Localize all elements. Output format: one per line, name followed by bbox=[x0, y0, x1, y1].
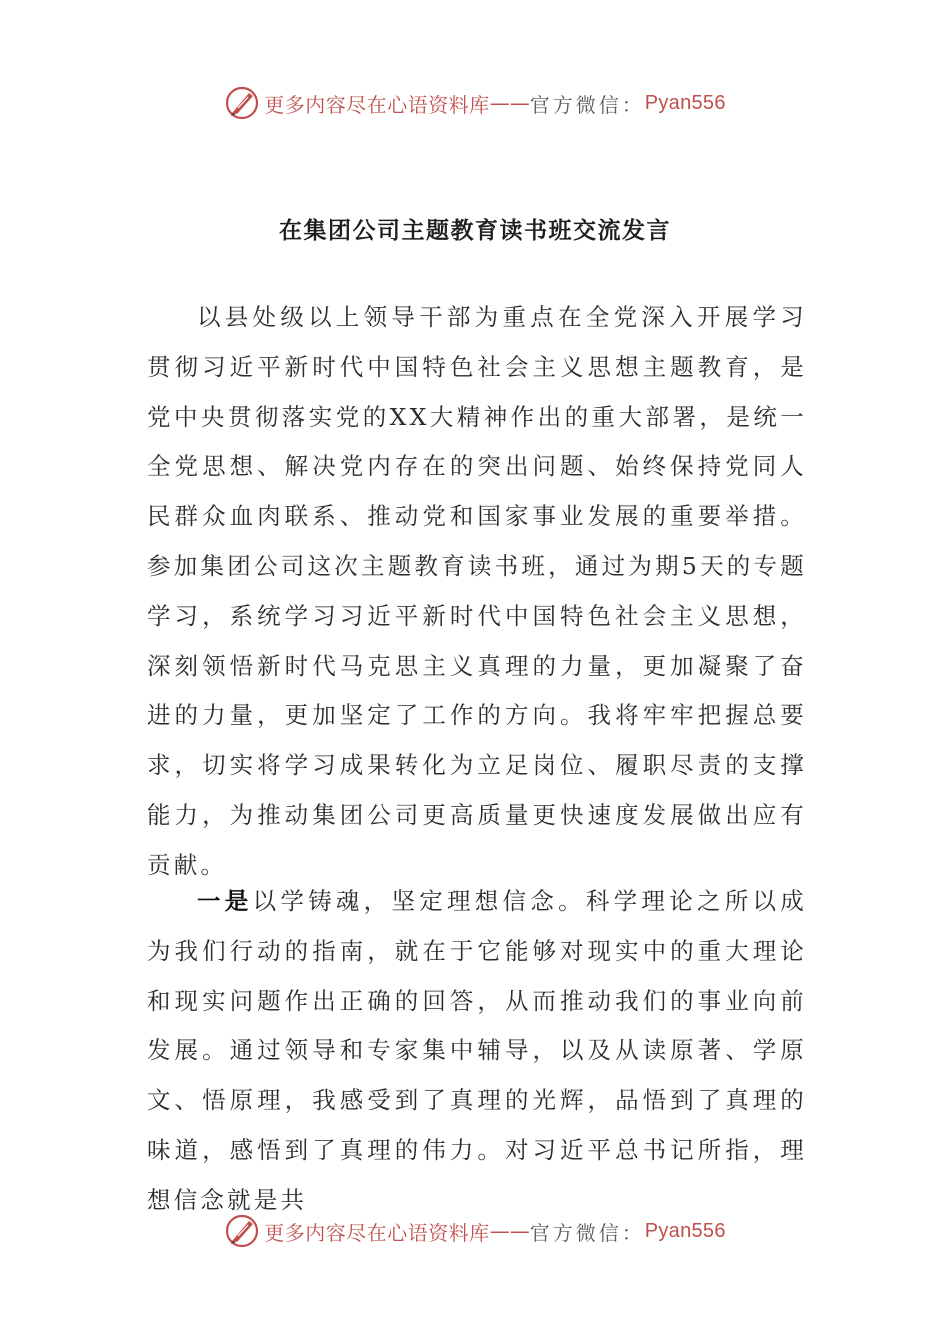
header-banner bbox=[0, 83, 950, 123]
banner-wechat-id: Pyan556 bbox=[644, 1219, 726, 1242]
banner-wechat-id: Pyan556 bbox=[644, 91, 726, 114]
banner-dash: —— bbox=[489, 91, 530, 115]
paragraph-2-lead: 一是 bbox=[197, 887, 253, 915]
banner-wechat-label: 官方微信： bbox=[529, 1220, 645, 1245]
banner-text: 更多内容尽在心语资料库 bbox=[264, 1220, 490, 1245]
paragraph-2 bbox=[147, 877, 807, 1226]
banner-dash: —— bbox=[489, 1219, 530, 1243]
banner-text: 更多内容尽在心语资料库 bbox=[264, 92, 490, 117]
quill-pen-logo-icon bbox=[224, 1213, 260, 1249]
banner-wechat-label: 官方微信： bbox=[529, 92, 645, 117]
paragraph-1 bbox=[147, 293, 807, 891]
paragraph-2-text: 以学铸魂，坚定理想信念。科学理论之所以成为我们行动的指南，就在于它能够对现实中的重大理论和现实问题作出正确的回答，从而推动我们的事业向前发展。通过领导和专家集中辅导，以及从读原著、学原文、悟原理，我感受到了真理的光辉，品悟到了真理的味道，感悟到了真理的伟力。对习近平总书记所指，理想信念就是共 bbox=[147, 887, 808, 1214]
document-title: 在集团公司主题教育读书班交流发言 bbox=[279, 218, 671, 244]
paragraph-1-text: 以县处级以上领导干部为重点在全党深入开展学习贯彻习近平新时代中国特色社会主义思想主题教育，是党中央贯彻落实党的XX大精神作出的重大部署，是统一全党思想、解决党内存在的突出问题、始终保持党同人民群众血肉联系、推动党和国家事业发展的重要举措。参加集团公司这次主题教育读书班，通过为期5天的专题学习，系统学习习近平新时代中国特色社会主义思想，深刻领悟新时代马克思主义真理的力量，更加凝聚了奋进的力量，更加坚定了工作的方向。我将牢牢把握总要求，切实将学习成果转化为立足岗位、履职尽责的支撑能力，为推动集团公司更高质量更快速度发展做出应有贡献。 bbox=[147, 303, 807, 879]
footer-banner bbox=[0, 1211, 950, 1251]
quill-pen-logo-icon bbox=[224, 85, 260, 121]
